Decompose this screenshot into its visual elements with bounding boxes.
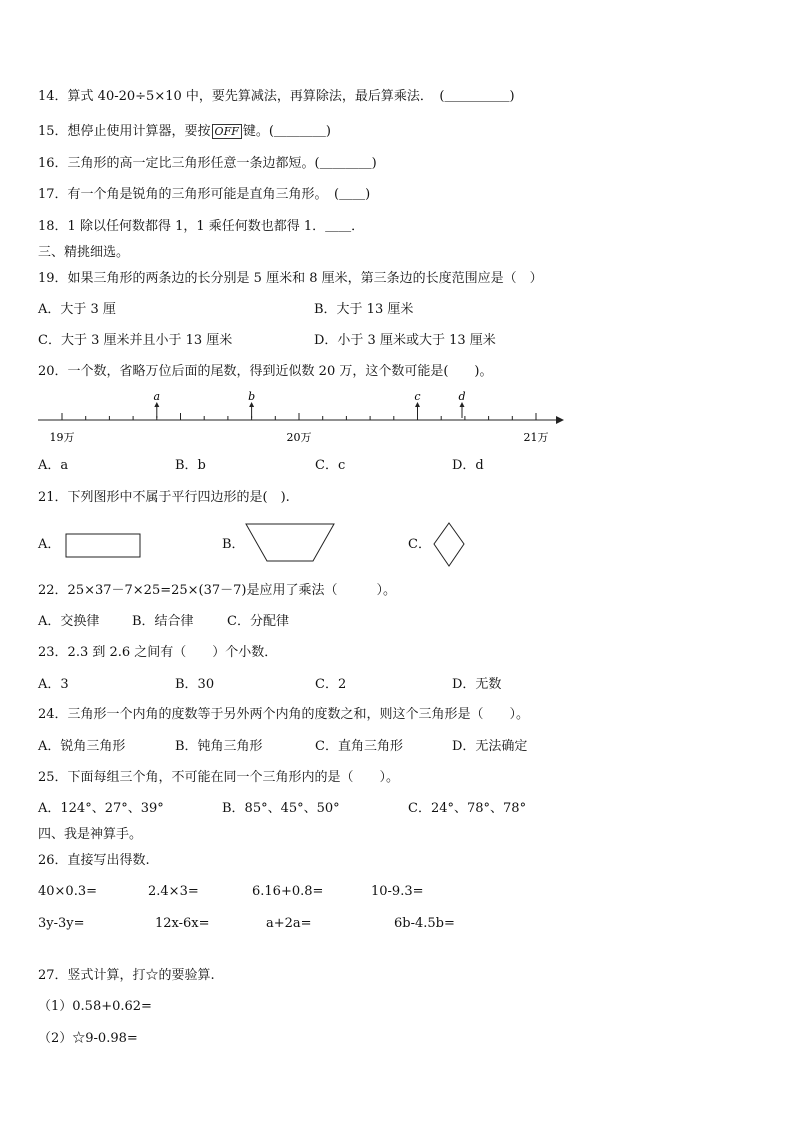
question-22-option-a: A．交换律 (38, 614, 100, 629)
number-line-ticks (62, 413, 536, 420)
question-18: 18．1 除以任何数都得 1，1 乘任何数也都得 1．＿＿． (38, 219, 365, 234)
question-20-option-c: C．c (315, 458, 346, 473)
question-25-option-c: C．24°、78°、78° (408, 801, 527, 816)
question-22: 22．25×37－7×25=25×(37－7)是应用了乘法（ ）。 (38, 583, 397, 598)
question-21-option-c: C． (408, 537, 431, 552)
question-26: 26．直接写出得数. (38, 853, 150, 868)
question-15-tail: 键。(＿＿＿＿) (242, 124, 331, 139)
number-line-label-19wan: 19万 (49, 431, 75, 444)
rectangle-figure (64, 532, 144, 562)
number-line-label-20wan: 20万 (286, 431, 312, 444)
question-23-option-b: B．30 (175, 677, 215, 692)
question-16: 16．三角形的高一定比三角形任意一条边都短。(＿＿＿＿) (38, 156, 377, 171)
question-26-expr-4: 10-9.3= (371, 884, 424, 899)
rhombus-figure (432, 521, 468, 569)
marker-c (414, 390, 420, 418)
marker-c-label: c (414, 390, 421, 403)
question-23-option-d: D．无数 (452, 677, 502, 692)
question-14: 14．算式 40-20÷5×10 中，要先算减法，再算除法，最后算乘法． (＿＿＿＿＿) (38, 89, 515, 104)
question-19-option-b: B．大于 13 厘米 (314, 302, 414, 317)
question-23-option-a: A．3 (38, 677, 69, 692)
question-17: 17．有一个角是锐角的三角形可能是直角三角形。 (＿＿) (38, 187, 371, 202)
question-24-option-d: D．无法确定 (452, 739, 528, 754)
question-15 (38, 124, 331, 140)
question-27: 27．竖式计算，打☆的要验算. (38, 968, 215, 983)
number-line-figure (0, 388, 600, 448)
question-23-option-c: C．2 (315, 677, 347, 692)
number-line-arrowhead (556, 416, 564, 424)
question-25-option-a: A．124°、27°、39° (38, 801, 164, 816)
question-22-option-c: C．分配律 (227, 614, 289, 629)
question-20-option-a: A．a (38, 458, 69, 473)
question-26-expr-2: 2.4×3= (148, 884, 199, 899)
question-24-option-c: C．直角三角形 (315, 739, 403, 754)
question-26-expr-6: 12x-6x= (155, 916, 210, 931)
question-27-part-1: （1）0.58+0.62= (38, 999, 152, 1014)
question-26-expr-3: 6.16+0.8= (252, 884, 324, 899)
question-27-part-2: （2）☆9-0.98= (38, 1031, 138, 1046)
trapezoid-figure (244, 522, 338, 564)
question-20-option-b: B．b (175, 458, 206, 473)
question-20-option-d: D．d (452, 458, 484, 473)
marker-d-label: d (458, 390, 466, 403)
section-3-heading: 三、精挑细选。 (38, 245, 130, 260)
question-25-option-b: B．85°、45°、50° (222, 801, 340, 816)
section-4-heading: 四、我是神算手。 (38, 827, 143, 842)
question-24-option-a: A．锐角三角形 (38, 739, 126, 754)
question-19-option-c: C．大于 3 厘米并且小于 13 厘米 (38, 333, 233, 348)
question-24-option-b: B．钝角三角形 (175, 739, 263, 754)
number-line-label-21wan: 21万 (523, 431, 549, 444)
off-key-box: OFF (212, 124, 242, 139)
question-26-expr-7: a+2a= (266, 916, 312, 931)
marker-a (154, 390, 161, 418)
question-25: 25．下面每组三个角，不可能在同一个三角形内的是（ ）。 (38, 770, 400, 785)
question-19-option-d: D．小于 3 厘米或大于 13 厘米 (314, 333, 496, 348)
question-26-expr-8: 6b-4.5b= (394, 916, 455, 931)
question-23: 23．2.3 到 2.6 之间有（ ）个小数． (38, 645, 278, 660)
question-21-option-b: B． (222, 537, 245, 552)
marker-b (248, 390, 255, 418)
question-21: 21．下列图形中不属于平行四边形的是( ). (38, 490, 290, 505)
question-19-option-a: A．大于 3 厘 (38, 302, 116, 317)
question-24: 24．三角形一个内角的度数等于另外两个内角的度数之和，则这个三角形是（ ）。 (38, 707, 530, 722)
question-21-option-a: A． (38, 537, 61, 552)
marker-b-label: b (248, 390, 256, 403)
question-26-expr-5: 3y-3y= (38, 916, 85, 931)
question-15-text: 15．想停止使用计算器，要按 (38, 124, 211, 139)
marker-d (458, 390, 465, 418)
marker-a-label: a (153, 390, 161, 403)
question-22-option-b: B．结合律 (132, 614, 194, 629)
question-19: 19．如果三角形的两条边的长分别是 5 厘米和 8 厘米，第三条边的长度范围应是（ ） (38, 271, 543, 286)
question-20: 20．一个数，省略万位后面的尾数，得到近似数 20 万，这个数可能是( )。 (38, 364, 493, 379)
question-26-expr-1: 40×0.3= (38, 884, 98, 899)
